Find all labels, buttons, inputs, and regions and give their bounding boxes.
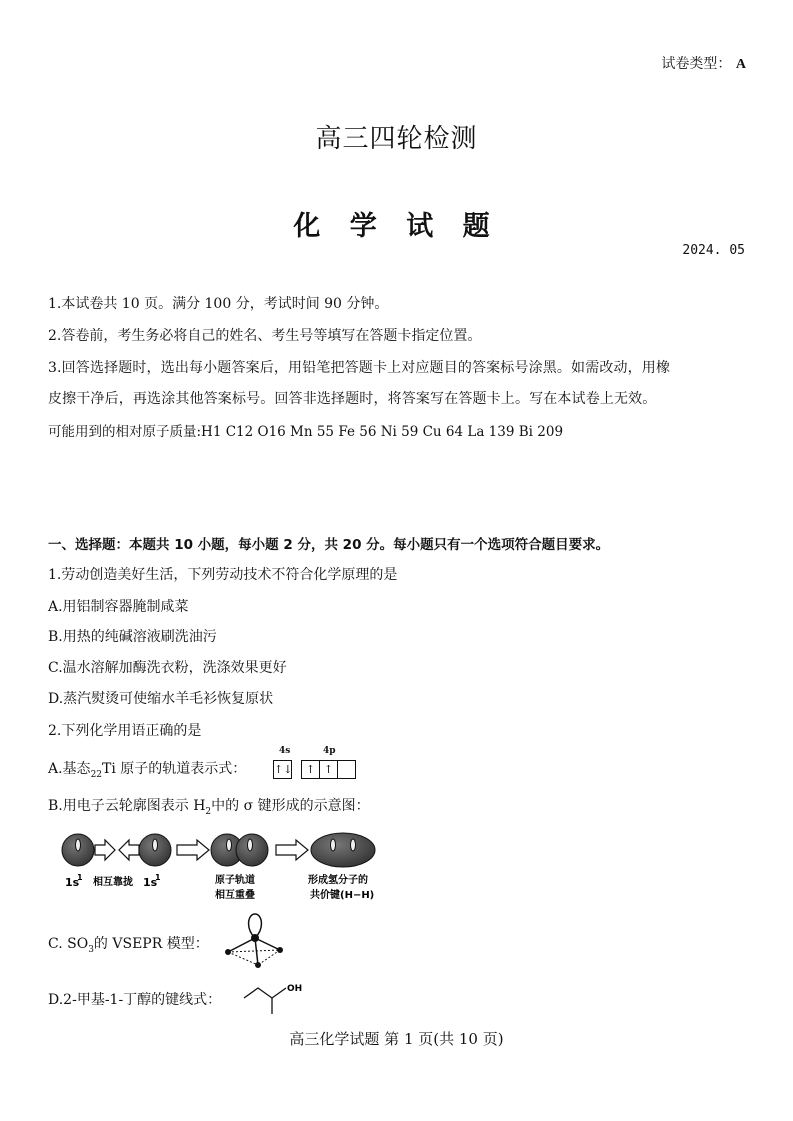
- outer-atom: [255, 962, 261, 968]
- q1-option-d: D.蒸汽熨烫可使缩水羊毛衫恢复原状: [48, 691, 274, 707]
- nucleus-icon: [153, 839, 158, 851]
- dashed-edge: [228, 950, 280, 952]
- exam-date: 2024. 05: [682, 243, 745, 258]
- q2-option-c: [48, 933, 209, 955]
- orbital-4p-box: ↑: [301, 760, 320, 779]
- arrow-right-icon: [276, 840, 308, 860]
- q1-option-c: C.温水溶解加酶洗衣粉，洗涤效果更好: [48, 660, 287, 676]
- atomic-mass-line: 可能用到的相对原子质量:H1 C12 O16 Mn 55 Fe 56 Ni 59 Cu 64 La 139 Bi 209: [48, 424, 564, 440]
- bond-line: [228, 938, 255, 952]
- exam-type: [661, 53, 746, 73]
- section-heading-text: 一、选择题：本题共 10 小题，每小题 2 分，共 20 分。每小题只有一个选项符合题目要求。: [48, 537, 610, 553]
- q2a-subscript: 22: [90, 769, 103, 780]
- orbital-4s-box: ↑↓: [273, 760, 292, 779]
- orbital-4p-box: ↑: [320, 760, 338, 779]
- instruction-line: 3.回答选择题时，选出每小题答案后，用铅笔把答题卡上对应题目的答案标号涂黑。如需改动，用橡: [48, 360, 671, 376]
- arrow-left-icon: [119, 840, 139, 860]
- vsepr-model-diagram: [220, 910, 290, 970]
- q2b-prefix: B.用电子云轮廓图表示 H: [48, 798, 206, 814]
- label-1s-sup: 1: [155, 873, 161, 882]
- label-form: 共价键(H−H): [310, 890, 375, 901]
- q2a-suffix: Ti 原子的轨道表示式：: [102, 761, 247, 777]
- label-overlap: 相互重叠: [215, 890, 255, 901]
- nucleus-icon: [331, 839, 336, 851]
- outer-atom: [225, 949, 231, 955]
- bond-line: [255, 938, 280, 950]
- q1-option-a: A.用铝制容器腌制咸菜: [48, 599, 189, 615]
- bond-line: [255, 938, 258, 965]
- label-1s: 1s: [143, 876, 158, 889]
- label-overlap: 原子轨道: [215, 875, 255, 886]
- arrow-right-icon: [177, 840, 209, 860]
- outer-atom: [277, 947, 283, 953]
- q2-option-a: [48, 758, 246, 780]
- page-footer: 高三化学试题 第 1 页(共 10 页): [289, 1030, 504, 1048]
- nucleus-icon: [76, 839, 81, 851]
- page-title: 高三四轮检测: [315, 124, 478, 154]
- orbital-4p-label: 4p: [323, 746, 336, 756]
- orbital-4p-box: [338, 760, 356, 779]
- q2c-subscript: 3: [88, 944, 94, 955]
- q2b-suffix: 中的 σ 键形成的示意图：: [211, 798, 370, 814]
- arrow-right-icon: [95, 840, 115, 860]
- exam-type-value: A: [735, 57, 746, 72]
- carbon-chain: [244, 988, 286, 998]
- exam-type-label: 试卷类型：: [661, 56, 732, 72]
- dashed-edge: [258, 950, 280, 965]
- q1-stem: 1.劳动创造美好生活，下列劳动技术不符合化学原理的是: [48, 567, 398, 583]
- q2-option-b: [48, 795, 370, 817]
- section-heading: [48, 533, 609, 553]
- q2a-prefix: A.基态: [48, 761, 91, 777]
- sigma-bond-diagram: [55, 828, 395, 908]
- label-1s-sup: 1: [77, 873, 83, 882]
- instruction-line: 1.本试卷共 10 页。满分 100 分，考试时间 90 分钟。: [48, 296, 389, 312]
- q2c-suffix: 的 VSEPR 模型：: [93, 936, 209, 952]
- nucleus-icon: [227, 839, 232, 851]
- subject-title: 化 学 试 题: [293, 211, 500, 242]
- skeletal-formula-diagram: [240, 978, 310, 1018]
- label-approach: 相互靠拢: [93, 877, 133, 888]
- q2-option-d: D.2-甲基-1-丁醇的键线式：: [48, 992, 222, 1008]
- q1-option-b: B.用热的纯碱溶液刷洗油污: [48, 629, 217, 645]
- hydroxyl-label: OH: [287, 984, 303, 994]
- orbital-4s-label: 4s: [279, 746, 291, 756]
- instruction-line: 2.答卷前，考生务必将自己的姓名、考生号等填写在答题卡指定位置。: [48, 328, 482, 344]
- nucleus-icon: [351, 839, 356, 851]
- q2b-subscript: 2: [205, 806, 212, 817]
- instruction-line: 皮擦干净后，再选涂其他答案标号。回答非选择题时，将答案写在答题卡上。写在本试卷上无效。: [48, 391, 657, 407]
- label-1s: 1s: [65, 876, 80, 889]
- q2c-prefix: C. SO: [48, 936, 89, 952]
- orbital-diagram: [273, 748, 356, 779]
- nucleus-icon: [248, 839, 253, 851]
- h2-molecule-orbital: [311, 833, 375, 867]
- label-form: 形成氢分子的: [308, 875, 368, 886]
- dashed-edge: [228, 952, 258, 965]
- central-atom: [251, 934, 259, 942]
- q2-stem: 2.下列化学用语正确的是: [48, 723, 202, 739]
